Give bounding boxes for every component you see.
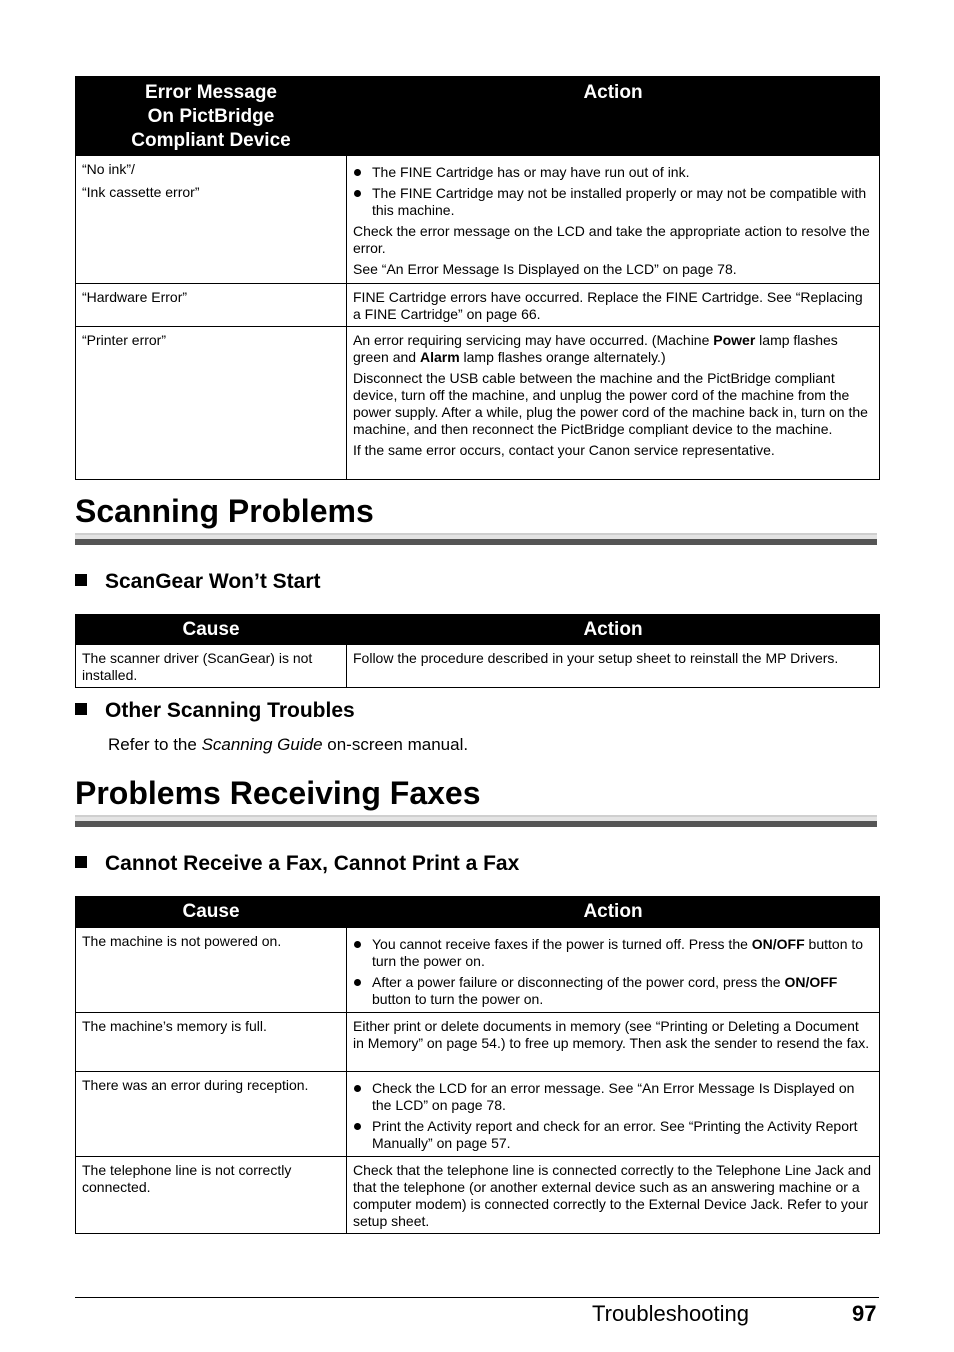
- action-cell: [347, 928, 880, 1013]
- table-row: [76, 284, 880, 327]
- footer-rule: [75, 1297, 879, 1298]
- cause-cell: The machine’s memory is full.: [76, 1013, 347, 1072]
- subheading-text: Cannot Receive a Fax, Cannot Print a Fax: [105, 852, 520, 875]
- action-cell: [347, 1072, 880, 1157]
- section-title-scanning-problems: Scanning Problems: [75, 493, 374, 529]
- fax-problems-table: [75, 896, 880, 1234]
- text-run: lamp flashes green and: [353, 332, 838, 365]
- table-header-row: [76, 897, 880, 928]
- table-row: [76, 645, 880, 688]
- square-bullet-icon: [75, 856, 87, 868]
- manual-title: Scanning Guide: [201, 735, 323, 754]
- error-message-cell: “Printer error”: [76, 327, 347, 480]
- error-message-cell: “Hardware Error”: [76, 284, 347, 327]
- subheading-scangear: [75, 569, 321, 595]
- text-run: on-screen manual.: [322, 735, 469, 754]
- column-header-action: Action: [347, 897, 880, 928]
- action-paragraph: [353, 332, 873, 366]
- subheading-text: Other Scanning Troubles: [105, 699, 355, 722]
- subheading-other-scanning: [75, 698, 355, 724]
- bullet-item: The FINE Cartridge has or may have run out of ink.: [353, 164, 873, 181]
- bullet-item: The FINE Cartridge may not be installed properly or may not be compatible with this machine.: [353, 185, 873, 219]
- text-run: You cannot receive faxes if the power is turned off. Press the: [372, 936, 752, 952]
- scangear-table: [75, 614, 880, 688]
- action-cell: [347, 327, 880, 480]
- error-message-line: “No ink”/: [82, 161, 135, 177]
- text-run: An error requiring servicing may have occurred. (Machine: [353, 332, 714, 348]
- power-lamp-label: Power: [713, 332, 756, 348]
- section-rule: [75, 533, 877, 545]
- table-row: [76, 327, 880, 480]
- error-message-cell: [76, 156, 347, 284]
- column-header-action: Action: [347, 615, 880, 645]
- action-cell: FINE Cartridge errors have occurred. Replace the FINE Cartridge. See “Replacing a FINE Cartridge” on page 66.: [347, 284, 880, 327]
- subheading-text: ScanGear Won’t Start: [105, 570, 321, 593]
- cause-cell: The scanner driver (ScanGear) is not installed.: [76, 645, 347, 688]
- square-bullet-icon: [75, 703, 87, 715]
- subheading-cannot-receive-fax: [75, 851, 519, 877]
- table-row: [76, 1072, 880, 1157]
- column-header-action: Action: [347, 77, 880, 156]
- cause-cell: The machine is not powered on.: [76, 928, 347, 1013]
- text-run: button to turn the power on.: [372, 936, 864, 969]
- action-paragraph: Check the error message on the LCD and take the appropriate action to resolve the error.: [353, 223, 870, 256]
- page-number: 97: [852, 1301, 877, 1326]
- bullet-item: Print the Activity report and check for an error. See “Printing the Activity Report Manually” on page 57.: [353, 1118, 873, 1152]
- square-bullet-icon: [75, 574, 87, 586]
- action-paragraph: Disconnect the USB cable between the machine and the PictBridge compliant device, turn off the machine, and unplug the power cord of the machine from the power supply. After a while, plug the power cord of the machine back in, turn on the machine, and then reconnect the PictBridge compliant device to the machine.: [353, 370, 868, 437]
- table-row: [76, 1013, 880, 1072]
- action-paragraph: If the same error occurs, contact your Canon service representative.: [353, 442, 775, 458]
- table-row: [76, 1157, 880, 1234]
- table-header-row: [76, 77, 880, 156]
- alarm-lamp-label: Alarm: [419, 349, 460, 365]
- column-header-cause: Cause: [76, 897, 347, 928]
- footer-section-name: Troubleshooting: [592, 1301, 749, 1326]
- bullet-item: Check the LCD for an error message. See “An Error Message Is Displayed on the LCD” on page 78.: [353, 1080, 873, 1114]
- action-paragraph: See “An Error Message Is Displayed on the LCD” on page 78.: [353, 261, 737, 277]
- table-header-row: [76, 615, 880, 645]
- column-header-error-message: Error Message On PictBridge Compliant Device: [76, 77, 347, 156]
- action-cell: Either print or delete documents in memory (see “Printing or Deleting a Document in Memory” on page 54.) to free up memory. Then ask the sender to resend the fax.: [347, 1013, 880, 1072]
- table-row: [76, 156, 880, 284]
- cause-cell: The telephone line is not correctly connected.: [76, 1157, 347, 1234]
- text-run: lamp flashes orange alternately.): [459, 349, 666, 365]
- text-run: button to turn the power on.: [372, 991, 544, 1007]
- bullet-item: [353, 974, 873, 1008]
- on-off-button-label: ON/OFF: [784, 974, 838, 990]
- text-run: Refer to the: [108, 735, 202, 754]
- on-off-button-label: ON/OFF: [751, 936, 805, 952]
- section-rule: [75, 815, 877, 827]
- cause-cell: There was an error during reception.: [76, 1072, 347, 1157]
- error-message-line: “Ink cassette error”: [82, 184, 200, 200]
- scanning-guide-note: [108, 734, 468, 755]
- action-cell: Follow the procedure described in your setup sheet to reinstall the MP Drivers.: [347, 645, 880, 688]
- column-header-cause: Cause: [76, 615, 347, 645]
- action-cell: [347, 156, 880, 284]
- bullet-item: [353, 936, 873, 970]
- action-cell: Check that the telephone line is connected correctly to the Telephone Line Jack and that the telephone (or another external device such as an answering machine or a computer modem) is connected correctly to the External Device Jack. Refer to your setup sheet.: [347, 1157, 880, 1234]
- section-title-receiving-faxes: Problems Receiving Faxes: [75, 775, 481, 811]
- text-run: After a power failure or disconnecting of the power cord, press the: [372, 974, 785, 990]
- table-row: [76, 928, 880, 1013]
- pictbridge-error-table: [75, 76, 880, 480]
